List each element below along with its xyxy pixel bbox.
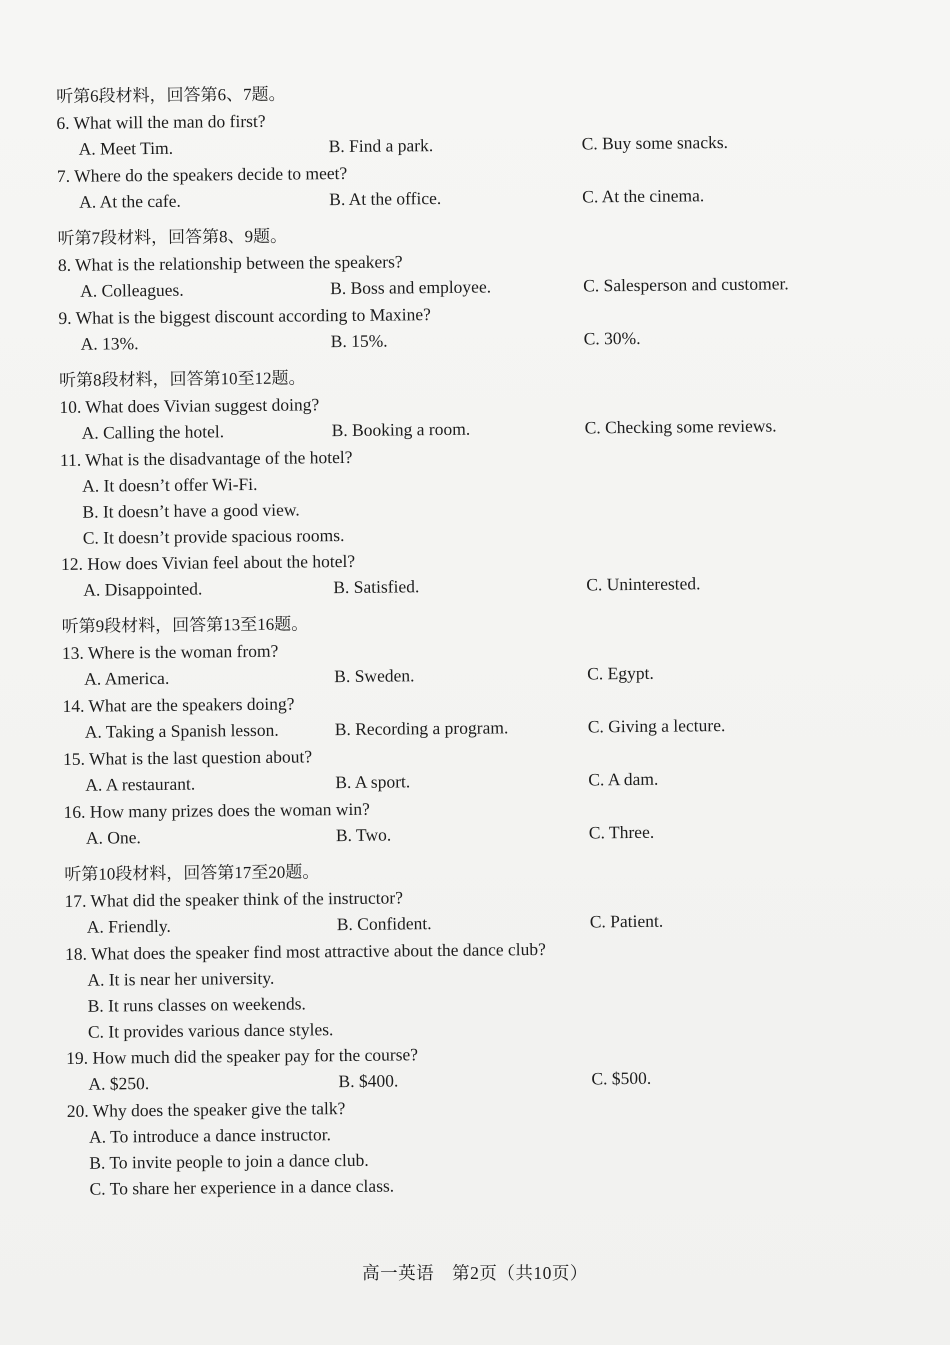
listening-questions bbox=[56, 76, 868, 1202]
question-stem: 13. Where is the woman from? bbox=[61, 640, 279, 663]
option-b: B. 15%. bbox=[330, 330, 388, 352]
question-stem: 15. What is the last question about? bbox=[62, 746, 313, 769]
option-c: C. It doesn’t provide spacious rooms. bbox=[82, 525, 345, 548]
question-stem: 16. How many prizes does the woman win? bbox=[63, 798, 370, 822]
option-b: B. A sport. bbox=[335, 771, 411, 793]
option-c: C. Uninterested. bbox=[586, 573, 701, 595]
question-stem: 20. Why does the speaker give the talk? bbox=[66, 1098, 346, 1121]
option-a: A. One. bbox=[85, 827, 141, 848]
option-a: A. America. bbox=[84, 667, 170, 689]
option-a: A. Colleagues. bbox=[80, 279, 184, 301]
option-c: C. A dam. bbox=[588, 768, 659, 790]
question-stem: 6. What will the man do first? bbox=[56, 110, 266, 133]
option-a: A. $250. bbox=[88, 1073, 150, 1094]
option-b: B. It doesn’t have a good view. bbox=[82, 499, 300, 522]
question-stem: 10. What does Vivian suggest doing? bbox=[59, 394, 320, 417]
option-b: B. Find a park. bbox=[328, 135, 434, 157]
option-b: B. Boss and employee. bbox=[330, 276, 492, 299]
option-b: B. Two. bbox=[335, 824, 392, 846]
question-stem: 12. How does Vivian feel about the hotel? bbox=[60, 550, 356, 574]
option-a: A. It is near her university. bbox=[87, 967, 275, 990]
option-a: A. Disappointed. bbox=[83, 578, 203, 600]
section-header: 听第7段材料，回答第8、9题。 bbox=[57, 226, 288, 248]
option-c: C. $500. bbox=[591, 1067, 652, 1089]
option-a: A. Meet Tim. bbox=[78, 137, 174, 159]
section-header: 听第6段材料，回答第6、7题。 bbox=[56, 84, 286, 106]
question-stem: 18. What does the speaker find most attractive about the dance club? bbox=[65, 938, 546, 964]
section-header: 听第9段材料，回答第13至16题。 bbox=[61, 614, 309, 636]
option-a: A. Calling the hotel. bbox=[81, 421, 225, 443]
option-a: A. 13%. bbox=[80, 333, 139, 354]
option-c: C. To share her experience in a dance class. bbox=[89, 1175, 395, 1199]
option-c: C. Checking some reviews. bbox=[584, 415, 777, 438]
option-c: C. Buy some snacks. bbox=[581, 131, 729, 154]
option-a: A. Taking a Spanish lesson. bbox=[84, 719, 279, 742]
option-c: C. 30%. bbox=[583, 327, 641, 349]
option-c: C. Salesperson and customer. bbox=[583, 273, 789, 296]
option-c: C. At the cinema. bbox=[582, 185, 705, 207]
option-b: B. At the office. bbox=[329, 187, 442, 210]
option-a: A. Friendly. bbox=[86, 915, 171, 937]
option-c: C. Egypt. bbox=[587, 662, 654, 684]
question-stem: 17. What did the speaker think of the instructor? bbox=[64, 887, 404, 911]
question-stem: 8. What is the relationship between the speakers? bbox=[57, 251, 403, 275]
option-a: A. At the cafe. bbox=[79, 190, 181, 212]
question-stem: 14. What are the speakers doing? bbox=[62, 693, 295, 716]
option-b: B. Satisfied. bbox=[333, 576, 420, 598]
option-a: A. To introduce a dance instructor. bbox=[88, 1124, 332, 1147]
option-c: C. It provides various dance styles. bbox=[87, 1019, 334, 1042]
option-a: A. A restaurant. bbox=[85, 773, 196, 795]
question-stem: 19. How much did the speaker pay for the course? bbox=[66, 1044, 419, 1068]
option-b: B. It runs classes on weekends. bbox=[87, 993, 306, 1016]
option-a: A. It doesn’t offer Wi-Fi. bbox=[82, 473, 258, 496]
page-footer: 高一英语 第2页（共10页） bbox=[362, 1263, 588, 1283]
section-header: 听第10段材料，回答第17至20题。 bbox=[64, 862, 320, 884]
section-header: 听第8段材料，回答第10至12题。 bbox=[59, 368, 306, 390]
option-c: C. Three. bbox=[588, 821, 655, 843]
option-b: B. To invite people to join a dance club. bbox=[89, 1149, 369, 1173]
option-b: B. Booking a room. bbox=[331, 418, 471, 441]
option-b: B. Sweden. bbox=[334, 665, 415, 687]
option-c: C. Patient. bbox=[589, 910, 664, 932]
option-b: B. Recording a program. bbox=[334, 717, 509, 740]
question-stem: 7. Where do the speakers decide to meet? bbox=[56, 162, 348, 186]
option-b: B. $400. bbox=[338, 1070, 399, 1092]
option-b: B. Confident. bbox=[336, 913, 432, 935]
question-stem: 9. What is the biggest discount according to Maxine? bbox=[58, 304, 431, 328]
option-c: C. Giving a lecture. bbox=[587, 715, 726, 737]
question-stem: 11. What is the disadvantage of the hotel? bbox=[59, 446, 353, 470]
